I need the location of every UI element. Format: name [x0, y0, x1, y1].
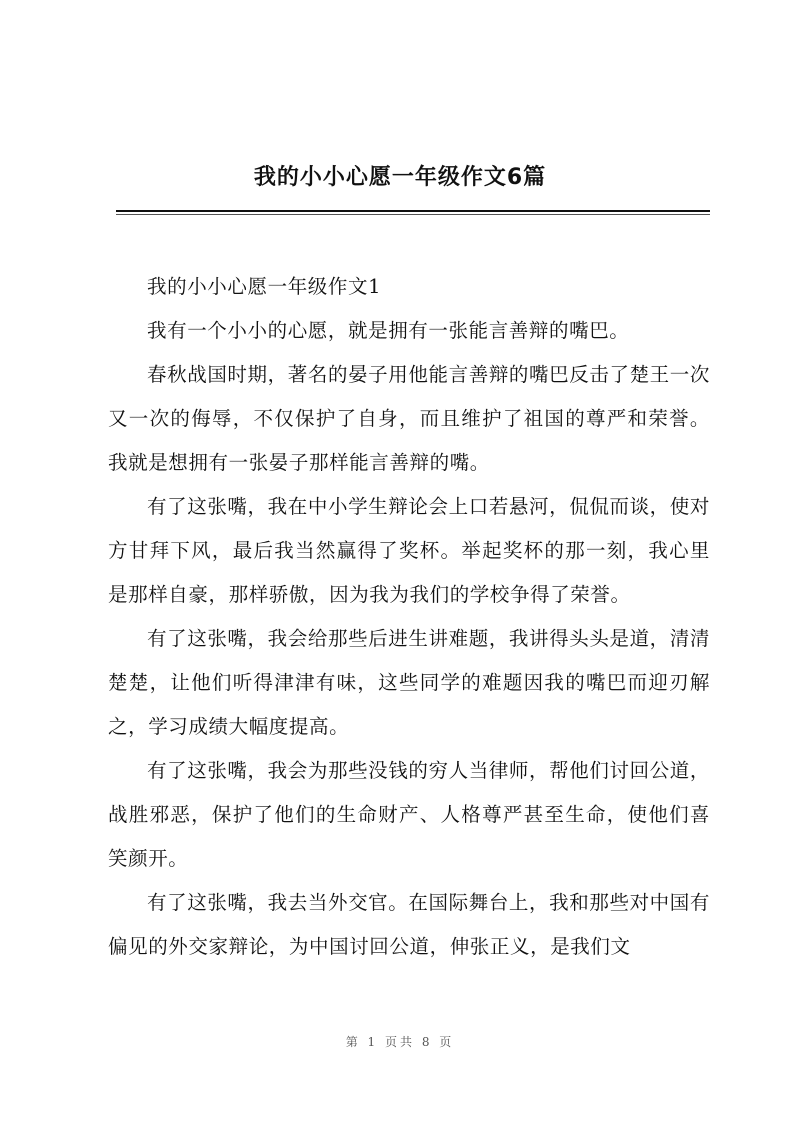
paragraph: 春秋战国时期，著名的晏子用他能言善辩的嘴巴反击了楚王一次又一次的侮辱，不仅保护了自身，而且维护了祖国的尊严和荣誉。我就是想拥有一张晏子那样能言善辩的嘴。 [108, 363, 710, 474]
document-body [108, 265, 710, 969]
paragraph: 有了这张嘴，我会给那些后进生讲难题，我讲得头头是道，清清楚楚，让他们听得津津有味，这些同学的难题因我的嘴巴而迎刃解之，学习成绩大幅度提高。 [108, 627, 710, 738]
section-heading: 我的小小心愿一年级作文1 [147, 275, 382, 298]
paragraph: 我有一个小小的心愿，就是拥有一张能言善辩的嘴巴。 [147, 319, 630, 342]
title-underline-thin [116, 214, 710, 215]
paragraph: 有了这张嘴，我去当外交官。在国际舞台上，我和那些对中国有偏见的外交家辩论，为中国讨回公道，伸张正义，是我们文 [108, 891, 710, 958]
paragraph: 有了这张嘴，我在中小学生辩论会上口若悬河，侃侃而谈，使对方甘拜下风，最后我当然赢得了奖杯。举起奖杯的那一刻，我心里是那样自豪，那样骄傲，因为我为我们的学校争得了荣誉。 [108, 495, 710, 606]
paragraph: 有了这张嘴，我会为那些没钱的穷人当律师，帮他们讨回公道，战胜邪恶，保护了他们的生命财产、人格尊严甚至生命，使他们喜笑颜开。 [108, 759, 710, 870]
title-underline-thick [116, 210, 710, 212]
document-title: 我的小小心愿一年级作文6篇 [253, 165, 547, 190]
page-footer: 第 1 页共 8 页 [345, 1035, 455, 1049]
